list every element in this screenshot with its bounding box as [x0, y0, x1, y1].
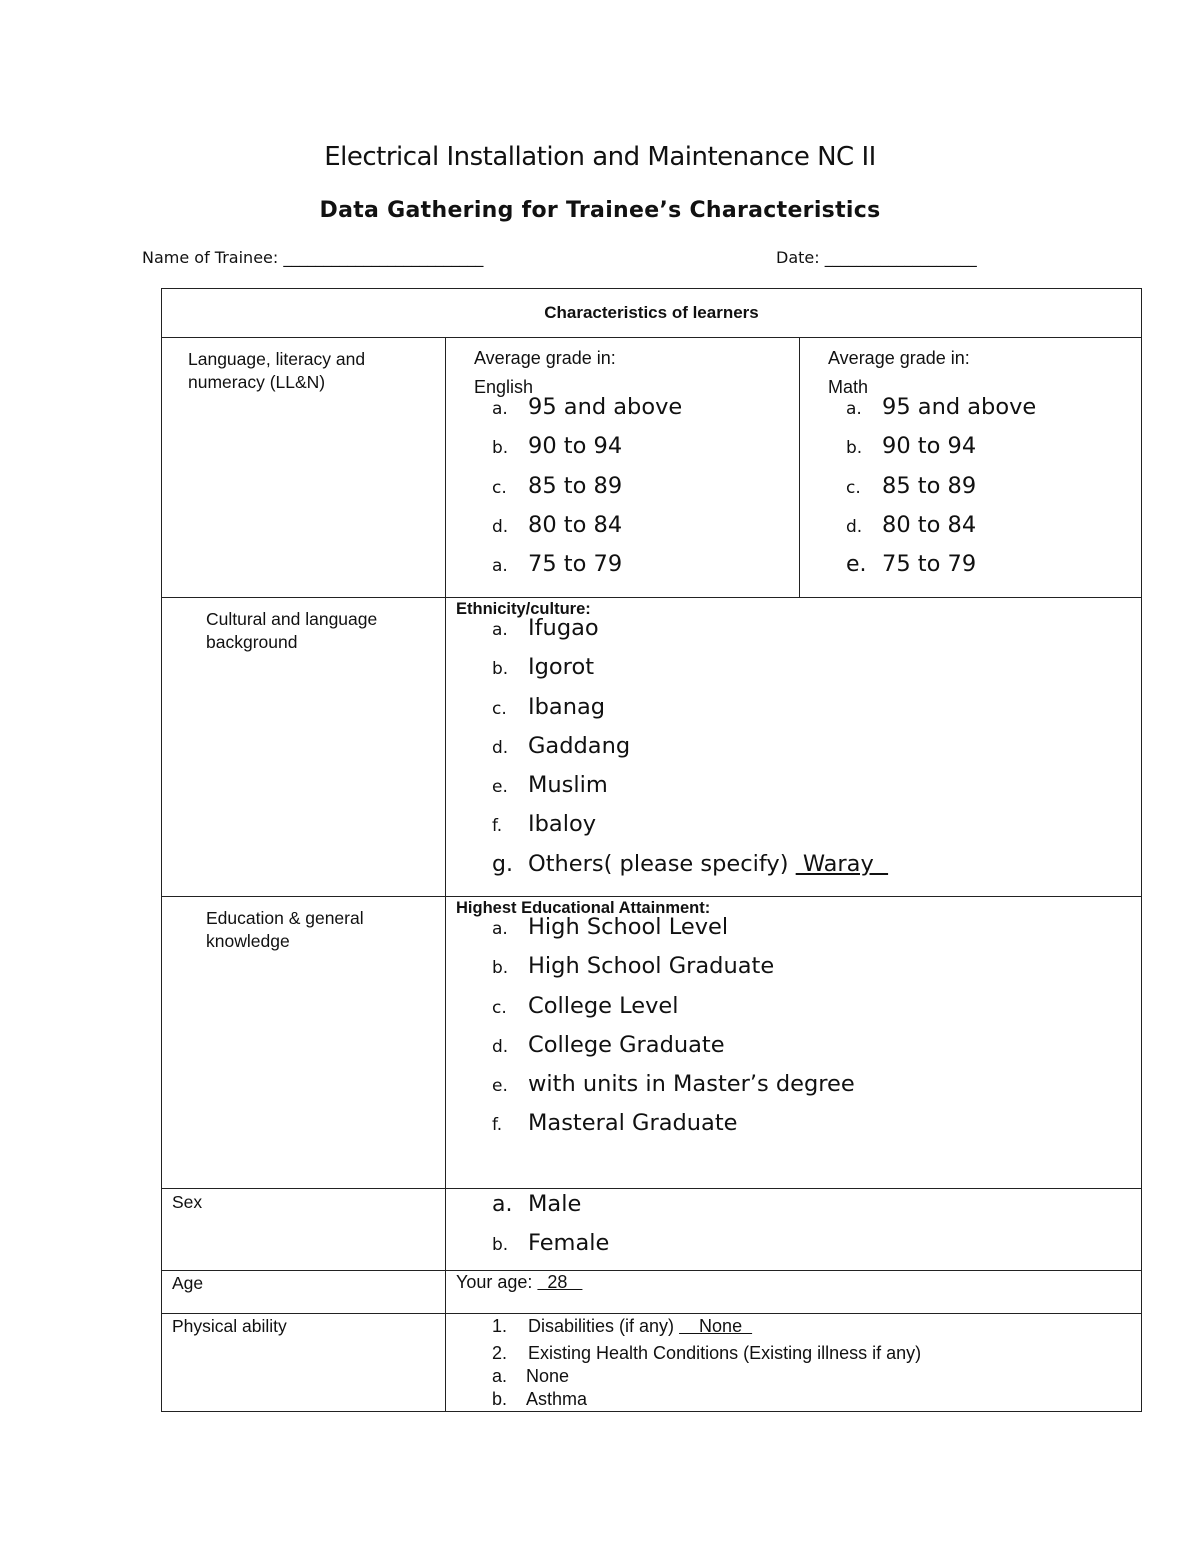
- sex-label: Sex: [172, 1192, 203, 1212]
- education-heading: Highest Educational Attainment:: [456, 899, 711, 917]
- age-value[interactable]: 28: [537, 1271, 583, 1292]
- option-item[interactable]: c. 85 to 89: [492, 472, 623, 499]
- physical-cell: [446, 1313, 1142, 1411]
- english-grade-options: [446, 394, 799, 590]
- option-item[interactable]: d. Gaddang: [492, 732, 631, 759]
- option-item[interactable]: b. High School Graduate: [492, 953, 775, 980]
- option-item[interactable]: c. College Level: [492, 992, 679, 1019]
- option-item[interactable]: b. 90 to 94: [846, 433, 977, 460]
- llan-label: Language, literacy and numeracy (LL&N): [188, 349, 366, 392]
- option-item[interactable]: e. with units in Master’s degree: [492, 1071, 855, 1098]
- age-prompt: Your age:: [456, 1271, 538, 1292]
- option-item[interactable]: a. Ifugao: [492, 615, 599, 641]
- english-subject: English: [474, 377, 534, 397]
- sex-label-cell: [162, 1189, 446, 1271]
- math-grade-options: [800, 394, 1141, 590]
- document-subtitle: Data Gathering for Trainee’s Characteristics: [319, 198, 881, 223]
- characteristics-table: [161, 288, 1142, 1412]
- math-subject: Math: [828, 377, 869, 397]
- trainee-name-field[interactable]: Name of Trainee: _________________________: [142, 248, 484, 267]
- option-item[interactable]: d. 80 to 84: [492, 511, 623, 538]
- option-item[interactable]: e. Muslim: [492, 772, 608, 799]
- culture-label: Cultural and language background: [206, 609, 378, 652]
- age-cell: [446, 1270, 1142, 1313]
- age-label-cell: [162, 1270, 446, 1313]
- physical-label-cell: [162, 1313, 446, 1411]
- date-field[interactable]: Date: ___________________: [776, 248, 977, 267]
- option-item[interactable]: e. 75 to 79: [846, 551, 977, 578]
- sex-options: [446, 1191, 1141, 1270]
- education-options: [446, 914, 1141, 1150]
- option-item[interactable]: d. 80 to 84: [846, 511, 977, 538]
- document-title: Electrical Installation and Maintenance NC II: [324, 142, 876, 172]
- option-item[interactable]: b. 90 to 94: [492, 433, 623, 460]
- math-prompt: Average grade in:: [828, 348, 970, 368]
- option-item[interactable]: a. 95 and above: [846, 394, 1037, 420]
- option-item[interactable]: f. Masteral Graduate: [492, 1110, 738, 1137]
- others-value[interactable]: Waray: [795, 850, 889, 877]
- option-item[interactable]: d. College Graduate: [492, 1031, 725, 1058]
- llan-label-cell: [162, 338, 446, 598]
- option-item[interactable]: b. Female: [492, 1230, 610, 1257]
- table-heading: Characteristics of learners: [162, 289, 1142, 338]
- option-item[interactable]: c. 85 to 89: [846, 472, 977, 499]
- math-cell: [800, 338, 1142, 598]
- education-label-cell: [162, 897, 446, 1189]
- option-item[interactable]: c. Ibanag: [492, 693, 606, 720]
- education-label: Education & general knowledge: [206, 908, 364, 951]
- english-prompt: Average grade in:: [474, 348, 616, 368]
- option-item[interactable]: a. Male: [492, 1191, 582, 1217]
- disabilities-value[interactable]: None: [679, 1315, 753, 1336]
- culture-heading: Ethnicity/culture:: [456, 600, 591, 618]
- health-option-item[interactable]: b. Asthma: [492, 1388, 588, 1409]
- option-item[interactable]: b. Igorot: [492, 654, 595, 681]
- disabilities-line: 1. Disabilities (if any) None: [492, 1315, 753, 1336]
- option-item[interactable]: a. 75 to 79: [492, 551, 623, 578]
- sex-cell: [446, 1189, 1142, 1271]
- option-item[interactable]: a. 95 and above: [492, 394, 683, 420]
- health-option-item[interactable]: a. None: [492, 1365, 570, 1386]
- culture-label-cell: [162, 598, 446, 897]
- option-item-others[interactable]: g. Others( please specify) Waray: [492, 850, 889, 877]
- option-item[interactable]: a. High School Level: [492, 914, 729, 940]
- age-label: Age: [172, 1272, 204, 1293]
- culture-cell: [446, 598, 1142, 897]
- physical-label: Physical ability: [172, 1315, 287, 1336]
- health-conditions-line: 2. Existing Health Conditions (Existing illness if any): [492, 1342, 922, 1363]
- option-item[interactable]: f. Ibaloy: [492, 811, 597, 838]
- culture-options: [446, 615, 1141, 890]
- english-cell: [446, 338, 800, 598]
- education-cell: [446, 897, 1142, 1189]
